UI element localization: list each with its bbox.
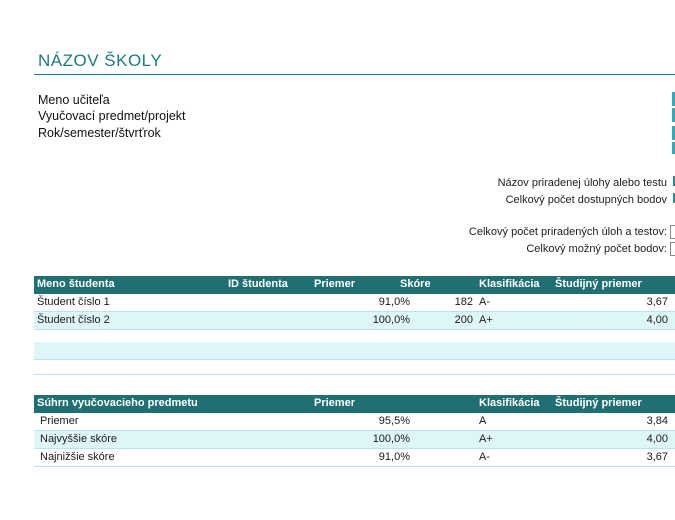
summary-label: Priemer [40, 415, 79, 427]
empty-row[interactable] [34, 359, 675, 375]
total-points-value [670, 242, 675, 256]
assignment-name-label: Názov priradenej úlohy alebo testu [497, 177, 667, 189]
col-summary[interactable]: Súhrn vyučovacieho predmetu [37, 397, 198, 409]
summary-grade: A [479, 415, 487, 427]
total-assignments-label: Celkový počet priradených úloh a testov: [468, 226, 667, 238]
table-row[interactable] [34, 449, 675, 467]
summary-label: Najvyššie skóre [40, 433, 118, 445]
summary-table-header [34, 395, 675, 413]
summary-average: 95,5% [378, 415, 410, 427]
subject-label: Vyučovací predmet/projekt [38, 109, 186, 123]
col-student-id[interactable]: ID študenta [228, 278, 288, 290]
students-table-header [34, 276, 675, 294]
summary-grade: A- [479, 451, 490, 463]
student-score[interactable]: 200 [454, 314, 473, 326]
table-row[interactable] [34, 431, 675, 449]
table-row[interactable] [34, 413, 675, 431]
available-points-label: Celkový počet dostupných bodov [505, 194, 667, 206]
col-summary-average[interactable]: Priemer [314, 397, 355, 409]
student-gpa: 3,67 [646, 296, 668, 308]
summary-average: 91,0% [378, 451, 410, 463]
student-score[interactable]: 182 [454, 296, 473, 308]
summary-grade: A+ [479, 433, 493, 445]
student-name[interactable]: Študent číslo 1 [37, 296, 110, 308]
col-student-name[interactable]: Meno študenta [37, 278, 115, 290]
student-name[interactable]: Študent číslo 2 [37, 314, 110, 326]
summary-gpa: 3,84 [646, 415, 668, 427]
summary-gpa: 4,00 [646, 433, 668, 445]
empty-row[interactable] [34, 342, 675, 360]
term-label: Rok/semester/štvrťrok [38, 126, 161, 140]
table-row[interactable] [34, 294, 675, 312]
student-grade: A- [479, 296, 490, 308]
student-average: 100,0% [372, 314, 410, 326]
empty-row[interactable] [34, 325, 675, 343]
total-assignments-value [670, 225, 675, 239]
student-gpa: 4,00 [646, 314, 668, 326]
col-average[interactable]: Priemer [314, 278, 355, 290]
summary-table [34, 395, 675, 467]
summary-average: 100,0% [372, 433, 410, 445]
student-average: 91,0% [378, 296, 410, 308]
col-score[interactable]: Skóre [400, 278, 431, 290]
student-grade: A+ [479, 314, 493, 326]
col-grade[interactable]: Klasifikácia [479, 278, 540, 290]
title-underline [34, 74, 675, 75]
teacher-name-label: Meno učiteľa [38, 93, 110, 107]
col-gpa[interactable]: Študijný priemer [555, 278, 642, 290]
col-summary-grade[interactable]: Klasifikácia [479, 397, 540, 409]
summary-gpa: 3,67 [646, 451, 668, 463]
school-name-title[interactable]: NÁZOV ŠKOLY [38, 51, 163, 70]
students-table [34, 276, 675, 330]
summary-label: Najnižšie skóre [40, 451, 115, 463]
total-points-label: Celkový možný počet bodov: [526, 243, 667, 255]
col-summary-gpa[interactable]: Študijný priemer [555, 397, 642, 409]
